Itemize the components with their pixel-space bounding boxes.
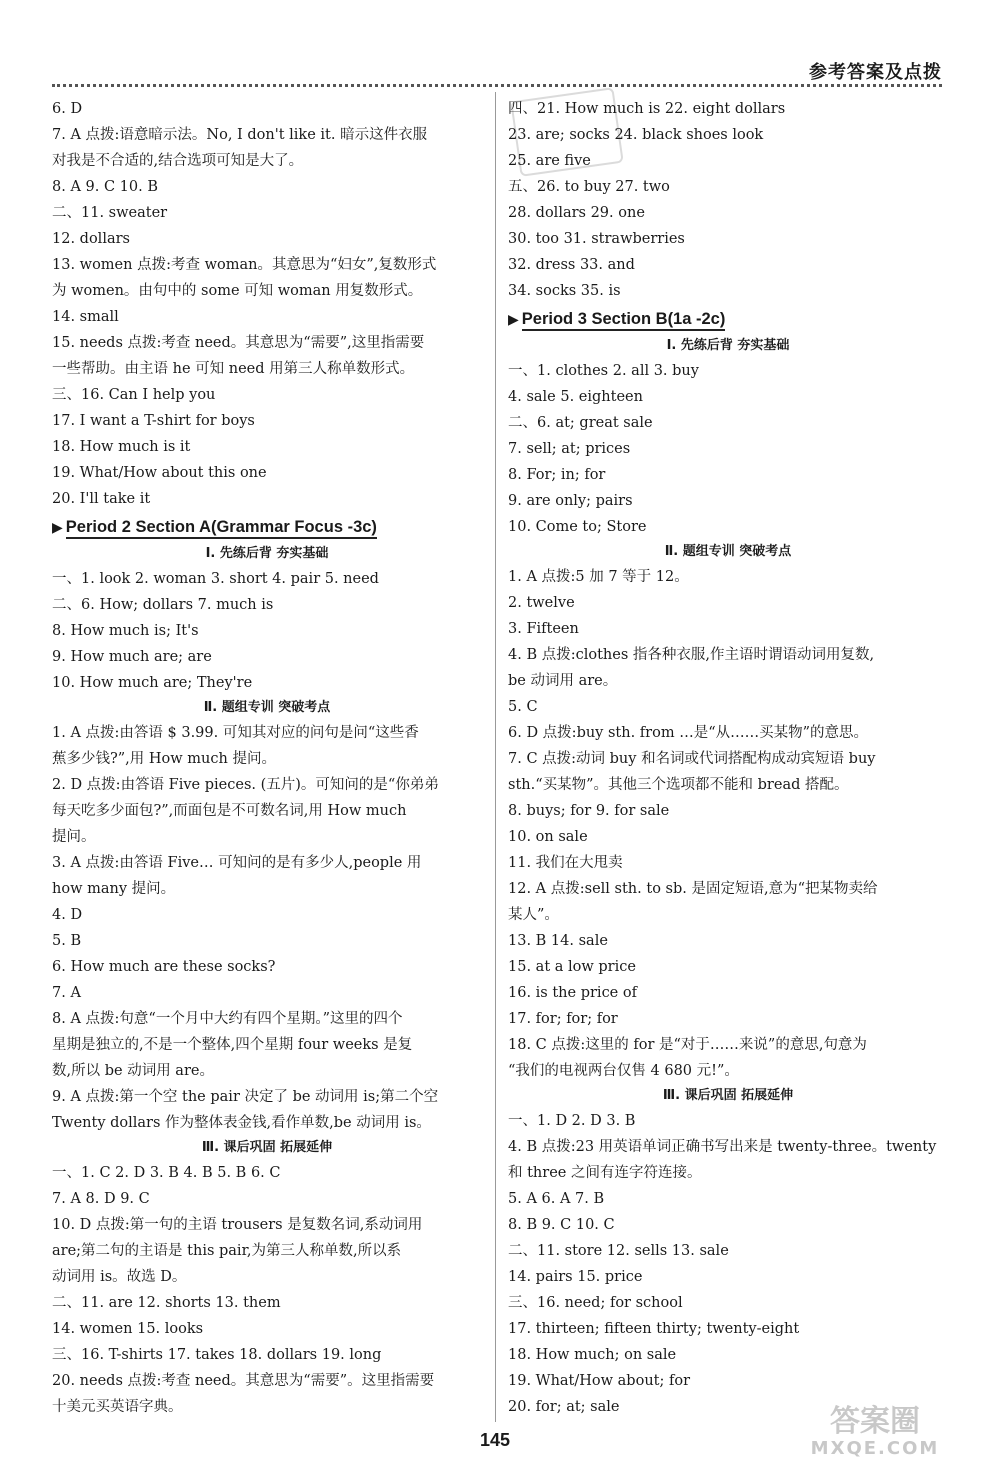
answer-line: 对我是不合适的,结合选项可知是大了。 (52, 153, 304, 169)
answer-line: 5. C (508, 699, 538, 715)
answer-line: 4. B 点拨:clothes 指各种衣服,作主语时谓语动词用复数, (508, 647, 875, 663)
answer-line: 18. C 点拨:这里的 for 是“对于……来说”的意思,句意为 (508, 1037, 867, 1053)
answer-line: 三、16. Can I help you (52, 387, 216, 403)
answer-line: 13. women 点拨:考查 woman。其意思为“妇女”,复数形式 (52, 257, 437, 273)
answer-line: how many 提问。 (52, 881, 176, 897)
answer-line: 18. How much; on sale (508, 1347, 677, 1363)
answer-line: 8. B 9. C 10. C (508, 1217, 615, 1233)
answer-line: 34. socks 35. is (508, 283, 621, 299)
answer-line: 8. How much is; It's (52, 623, 199, 639)
answer-line: 四、21. How much is 22. eight dollars (508, 101, 786, 117)
answer-line: 19. What/How about this one (52, 465, 267, 481)
answer-line: 17. thirteen; fifteen thirty; twenty-eight (508, 1321, 800, 1337)
answer-line: 10. D 点拨:第一句的主语 trousers 是复数名词,系动词用 (52, 1217, 423, 1233)
answer-line: 一、1. C 2. D 3. B 4. B 5. B 6. C (52, 1165, 281, 1181)
triangle-icon: ▶ (52, 519, 63, 535)
answer-line: 3. Fifteen (508, 621, 579, 637)
subsection-heading: Ⅱ. 题组专训 突破考点 (664, 544, 792, 559)
section-heading (52, 512, 482, 542)
answer-line: 20. I'll take it (52, 491, 151, 507)
answer-line: 8. A 9. C 10. B (52, 179, 158, 195)
answer-line: 提问。 (52, 829, 96, 845)
answer-line: 6. How much are these socks? (52, 959, 276, 975)
answer-line: 28. dollars 29. one (508, 205, 645, 221)
answer-line: 五、26. to buy 27. two (508, 179, 670, 195)
answer-line: 23. are; socks 24. black shoes look (508, 127, 764, 143)
answer-line: 12. dollars (52, 231, 130, 247)
answer-line: 一些帮助。由主语 he 可知 need 用第三人称单数形式。 (52, 361, 415, 377)
answer-line: 32. dress 33. and (508, 257, 635, 273)
answer-line: 一、1. look 2. woman 3. short 4. pair 5. need (52, 571, 379, 587)
header-title: 参考答案及点拨 (809, 62, 942, 83)
answer-line: 18. How much is it (52, 439, 191, 455)
watermark-text-url: MXQE.COM (810, 1438, 940, 1459)
answer-line: 蕉多少钱?”,用 How much 提问。 (52, 751, 276, 767)
answer-line: 星期是独立的,不是一个整体,四个星期 four weeks 是复 (52, 1037, 413, 1053)
answer-line: 动词用 is。故选 D。 (52, 1269, 187, 1285)
answer-line: 13. B 14. sale (508, 933, 608, 949)
answer-line: 7. A 点拨:语意暗示法。No, I don't like it. 暗示这件衣服 (52, 127, 428, 143)
answer-line: 4. B 点拨:23 用英语单词正确书写出来是 twenty-three。twenty (508, 1139, 937, 1155)
answer-line: 20. for; at; sale (508, 1399, 620, 1415)
subsection-heading: Ⅲ. 课后巩固 拓展延伸 (662, 1088, 794, 1103)
page-header (52, 58, 942, 87)
answer-line: 三、16. T-shirts 17. takes 18. dollars 19. long (52, 1347, 382, 1363)
answer-line: 二、6. at; great sale (508, 415, 653, 431)
answer-line: 一、1. clothes 2. all 3. buy (508, 363, 699, 379)
answer-line: 19. What/How about; for (508, 1373, 691, 1389)
answer-line: 7. A 8. D 9. C (52, 1191, 150, 1207)
answer-line: 和 three 之间有连字符连接。 (508, 1165, 702, 1181)
watermark-text-main: 答案圈 (830, 1404, 920, 1439)
answer-line: 8. buys; for 9. for sale (508, 803, 670, 819)
answer-line: be 动词用 are。 (508, 673, 618, 689)
answer-line: 一、1. D 2. D 3. B (508, 1113, 636, 1129)
answer-line: 十美元买英语字典。 (52, 1399, 183, 1415)
answer-line: 9. are only; pairs (508, 493, 633, 509)
answer-line: 14. women 15. looks (52, 1321, 204, 1337)
answer-line: 10. on sale (508, 829, 588, 845)
answer-line: 为 women。由句中的 some 可知 woman 用复数形式。 (52, 283, 423, 299)
answer-line: 8. A 点拨:句意“一个月中大约有四个星期。”这里的四个 (52, 1011, 403, 1027)
answer-line: sth.“买某物”。其他三个选项都不能和 bread 搭配。 (508, 777, 849, 793)
answer-line: 2. twelve (508, 595, 575, 611)
answer-line: 1. A 点拨:由答语 $ 3.99. 可知其对应的问句是问“这些香 (52, 725, 419, 741)
answer-line: 16. is the price of (508, 985, 637, 1001)
answer-line: 15. needs 点拨:考查 need。其意思为“需要”,这里指需要 (52, 335, 425, 351)
answer-line: 每天吃多少面包?”,而面包是不可数名词,用 How much (52, 803, 407, 819)
answer-line: 3. A 点拨:由答语 Five… 可知问的是有多少人,people 用 (52, 855, 422, 871)
answer-line: 17. for; for; for (508, 1011, 618, 1027)
answer-line: 14. pairs 15. price (508, 1269, 643, 1285)
answer-line: 二、11. store 12. sells 13. sale (508, 1243, 729, 1259)
answer-line: 25. are five (508, 153, 591, 169)
answer-line: 6. D 点拨:buy sth. from …是“从……买某物”的意思。 (508, 725, 869, 741)
answer-line: 2. D 点拨:由答语 Five pieces. (五片)。可知问的是“你弟弟 (52, 777, 439, 793)
section-heading-text: Period 3 Section B(1a -2c) (522, 310, 726, 331)
answer-line: 9. How much are; are (52, 649, 212, 665)
answer-line: Twenty dollars 作为整体表金钱,看作单数,be 动词用 is。 (52, 1115, 431, 1131)
answer-line: are;第二句的主语是 this pair,为第三人称单数,所以系 (52, 1243, 402, 1259)
answer-line: “我们的电视两台仅售 4 680 元!”。 (508, 1063, 739, 1079)
answer-line: 15. at a low price (508, 959, 636, 975)
left-column (52, 96, 482, 1420)
section-heading-text: Period 2 Section A(Grammar Focus -3c) (66, 518, 377, 539)
subsection-heading: Ⅰ. 先练后背 夯实基础 (205, 546, 329, 561)
subsection-heading: Ⅰ. 先练后背 夯实基础 (666, 338, 790, 353)
answer-line: 8. For; in; for (508, 467, 606, 483)
right-column (508, 96, 948, 1420)
subsection-heading: Ⅲ. 课后巩固 拓展延伸 (201, 1140, 333, 1155)
answer-line: 三、16. need; for school (508, 1295, 683, 1311)
page-number: 145 (480, 1430, 511, 1450)
answer-line: 7. sell; at; prices (508, 441, 631, 457)
column-divider (495, 92, 496, 1422)
answer-line: 二、11. are 12. shorts 13. them (52, 1295, 281, 1311)
answer-line: 数,所以 be 动词用 are。 (52, 1063, 214, 1079)
answer-line: 20. needs 点拨:考查 need。其意思为“需要”。这里指需要 (52, 1373, 435, 1389)
answer-line: 7. C 点拨:动词 buy 和名词或代词搭配构成动宾短语 buy (508, 751, 876, 767)
answer-line: 11. 我们在大甩卖 (508, 855, 623, 871)
answer-line: 5. B (52, 933, 82, 949)
answer-line: 4. D (52, 907, 83, 923)
answer-line: 7. A (52, 985, 81, 1001)
answer-line: 二、11. sweater (52, 205, 168, 221)
answer-line: 17. I want a T-shirt for boys (52, 413, 255, 429)
watermark-logo (770, 1405, 980, 1463)
answer-line: 10. How much are; They're (52, 675, 253, 691)
answer-line: 1. A 点拨:5 加 7 等于 12。 (508, 569, 689, 585)
subsection-heading: Ⅱ. 题组专训 突破考点 (203, 700, 331, 715)
answer-line: 二、6. How; dollars 7. much is (52, 597, 274, 613)
answer-line: 5. A 6. A 7. B (508, 1191, 605, 1207)
answer-line: 30. too 31. strawberries (508, 231, 685, 247)
section-heading (508, 304, 948, 334)
answer-line: 6. D (52, 101, 83, 117)
answer-line: 某人”。 (508, 907, 559, 923)
answer-line: 10. Come to; Store (508, 519, 647, 535)
triangle-icon: ▶ (508, 311, 519, 327)
answer-line: 9. A 点拨:第一个空 the pair 决定了 be 动词用 is;第二个空 (52, 1089, 439, 1105)
answer-line: 4. sale 5. eighteen (508, 389, 643, 405)
answer-line: 14. small (52, 309, 119, 325)
answer-line: 12. A 点拨:sell sth. to sb. 是固定短语,意为“把某物卖给 (508, 881, 878, 897)
